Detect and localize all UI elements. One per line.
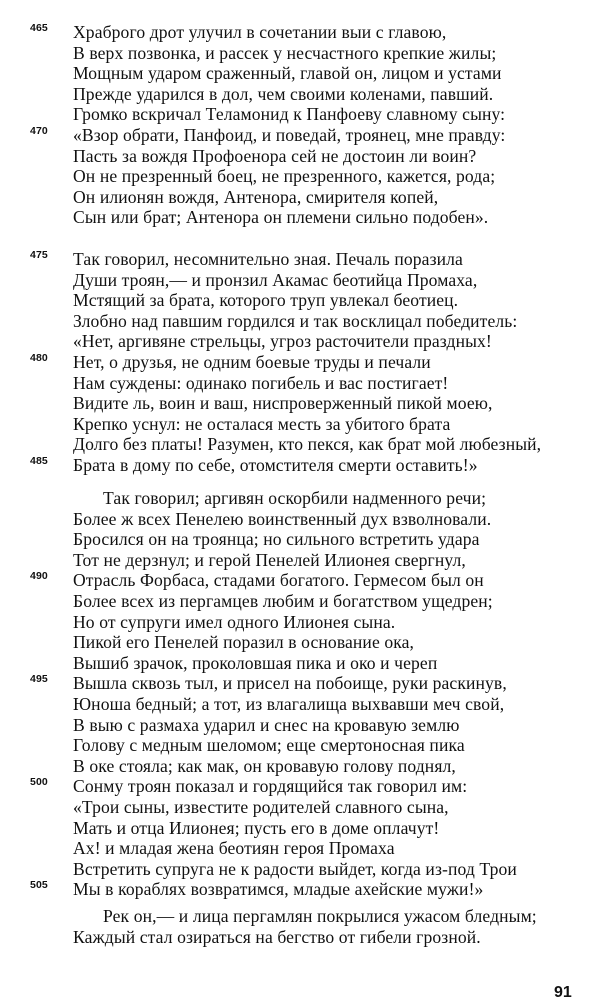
line-number: 500	[30, 776, 48, 789]
verse-text: Мы в кораблях возвратимся, младые ахейские мужи!»	[73, 879, 484, 900]
verse-line	[0, 43, 600, 64]
verse-text: Так говорил, несомнительно зная. Печаль поразила	[73, 249, 463, 269]
verse-line	[0, 591, 600, 612]
verse-text: Так говорил; аргивян оскорбили надменного речи;	[103, 488, 487, 508]
verse-text: Прежде ударился в дол, чем своими коленами, павший.	[73, 83, 494, 104]
verse-text: В верх позвонка, и рассек у несчастного крепкие жилы;	[73, 42, 497, 63]
verse-text: Он не презренный боец, не презренного, кажется, рода;	[73, 166, 496, 187]
verse-line	[0, 906, 600, 927]
stanza	[0, 249, 600, 476]
verse-line	[0, 125, 600, 146]
verse-line	[0, 187, 600, 208]
line-number: 465	[30, 22, 48, 34]
verse-line	[0, 331, 600, 352]
verse-line	[0, 550, 600, 571]
verse-line	[0, 249, 600, 270]
verse-line	[0, 207, 600, 228]
verse-text: Каждый стал озираться на бегство от гибели грозной.	[73, 926, 481, 947]
verse-text: Встретить супруга не к радости выйдет, когда из-под Трои	[73, 858, 517, 879]
verse-line	[0, 104, 600, 125]
line-number: 485	[30, 454, 48, 467]
verse-line	[0, 373, 600, 394]
stanza	[0, 488, 600, 900]
verse-text: Нет, о друзья, не одним боевые труды и печали	[73, 351, 431, 372]
verse-text: Ах! и младая жена беотиян героя Промаха	[73, 838, 395, 859]
verse-line	[0, 570, 600, 591]
verse-text: Брата в дому по себе, отомстителя смерти оставить!»	[73, 454, 478, 475]
verse-text: Более ж всех Пенелею воинственный дух взволновали.	[73, 508, 492, 529]
verse-line	[0, 290, 600, 311]
verse-line	[0, 673, 600, 694]
verse-text: Вышиб зрачок, проколовшая пика и око и череп	[73, 652, 438, 673]
verse-line	[0, 270, 600, 291]
line-number: 505	[30, 879, 48, 892]
verse-text: Души троян,— и пронзил Акамас беотийца Промаха,	[73, 269, 478, 290]
verse-line	[0, 694, 600, 715]
verse-line	[0, 146, 600, 167]
verse-line	[0, 393, 600, 414]
verse-text: Он илионян вождя, Антенора, смирителя копей,	[73, 186, 439, 207]
verse-line	[0, 414, 600, 435]
line-number: 480	[30, 351, 48, 364]
verse-line	[0, 859, 600, 880]
verse-text: Долго без платы! Разумен, кто пекся, как брат мой любезный,	[73, 434, 542, 455]
verse-line	[0, 612, 600, 633]
verse-line	[0, 653, 600, 674]
stanza	[0, 906, 600, 947]
verse-text: «Трои сыны, известите родителей славного сына,	[73, 796, 449, 817]
verse-text: Вышла сквозь тыл, и присел на побоище, руки раскинув,	[73, 673, 507, 694]
verse-line	[0, 529, 600, 550]
line-number: 475	[30, 249, 48, 261]
page-number: 91	[554, 984, 572, 1001]
verse-text: Мощным ударом сраженный, главой он, лицом и устами	[73, 63, 502, 84]
verse-line	[0, 509, 600, 530]
verse-line	[0, 797, 600, 818]
verse-line	[0, 715, 600, 736]
verse-line	[0, 434, 600, 455]
verse-text: Сонму троян показал и гордящийся так говорил им:	[73, 776, 468, 797]
verse-text: Бросился он на троянца; но сильного встретить удара	[73, 529, 480, 550]
verse-text: Нам суждены: одинако погибель и вас постигает!	[73, 372, 449, 393]
verse-line	[0, 632, 600, 653]
verse-text: Злобно над павшим гордился и так восклицал победитель:	[73, 310, 518, 331]
verse-line	[0, 776, 600, 797]
verse-line	[0, 352, 600, 373]
verse-line	[0, 879, 600, 900]
verse-text: Мать и отца Илионея; пусть его в доме оплачут!	[73, 817, 440, 838]
verse-text: Рек он,— и лица пергамлян покрылися ужасом бледным;	[103, 906, 537, 926]
verse-line	[0, 455, 600, 476]
verse-text: Сын или брат; Антенора он племени сильно подобен».	[73, 207, 489, 228]
verse-line	[0, 311, 600, 332]
line-number: 490	[30, 570, 48, 583]
verse-line	[0, 84, 600, 105]
verse-text: В выю с размаха ударил и снес на кровавую землю	[73, 714, 460, 735]
verse-line	[0, 735, 600, 756]
line-number: 470	[30, 124, 48, 137]
verse-text: Крепко уснул: не осталася месть за убитого брата	[73, 413, 451, 434]
stanza	[0, 22, 600, 228]
line-number: 495	[30, 673, 48, 686]
verse-line	[0, 838, 600, 859]
verse-text: Храброго дрот улучил в сочетании выи с главою,	[73, 22, 447, 42]
verse-text: Более всех из пергамцев любим и богатством ущедрен;	[73, 590, 493, 611]
verse-line	[0, 756, 600, 777]
verse-text: В оке стояла; как мак, он кровавую голову поднял,	[73, 755, 456, 776]
verse-text: Тот не дерзнул; и герой Пенелей Илионея свергнул,	[73, 549, 466, 570]
verse-line	[0, 488, 600, 509]
verse-line	[0, 22, 600, 43]
verse-text: Юноша бедный; а тот, из влагалища выхвавши меч свой,	[73, 693, 505, 714]
verse-line	[0, 927, 600, 948]
verse-text: Мстящий за брата, которого труп увлекал беотиец.	[73, 290, 459, 311]
verse-line	[0, 63, 600, 84]
verse-line	[0, 818, 600, 839]
verse-text: Отрасль Форбаса, стадами богатого. Гермесом был он	[73, 570, 484, 591]
verse-text: Громко вскричал Теламонид к Панфоеву славному сыну:	[73, 104, 506, 125]
verse-text: Но от супруги имел одного Илионея сына.	[73, 611, 396, 632]
verse-line	[0, 166, 600, 187]
verse-text: Голову с медным шеломом; еще смертоносная пика	[73, 735, 465, 756]
verse-text: Пасть за вождя Профоенора сей не достоин ли воин?	[73, 145, 477, 166]
verse-text: Пикой его Пенелей поразил в основание ока,	[73, 632, 415, 653]
verse-text: Видите ль, воин и ваш, ниспроверженный пикой моею,	[73, 393, 493, 414]
verse-text: «Нет, аргивяне стрельцы, угроз расточители праздных!	[73, 331, 492, 352]
verse-text: «Взор обрати, Панфоид, и поведай, троянец, мне правду:	[73, 124, 506, 145]
